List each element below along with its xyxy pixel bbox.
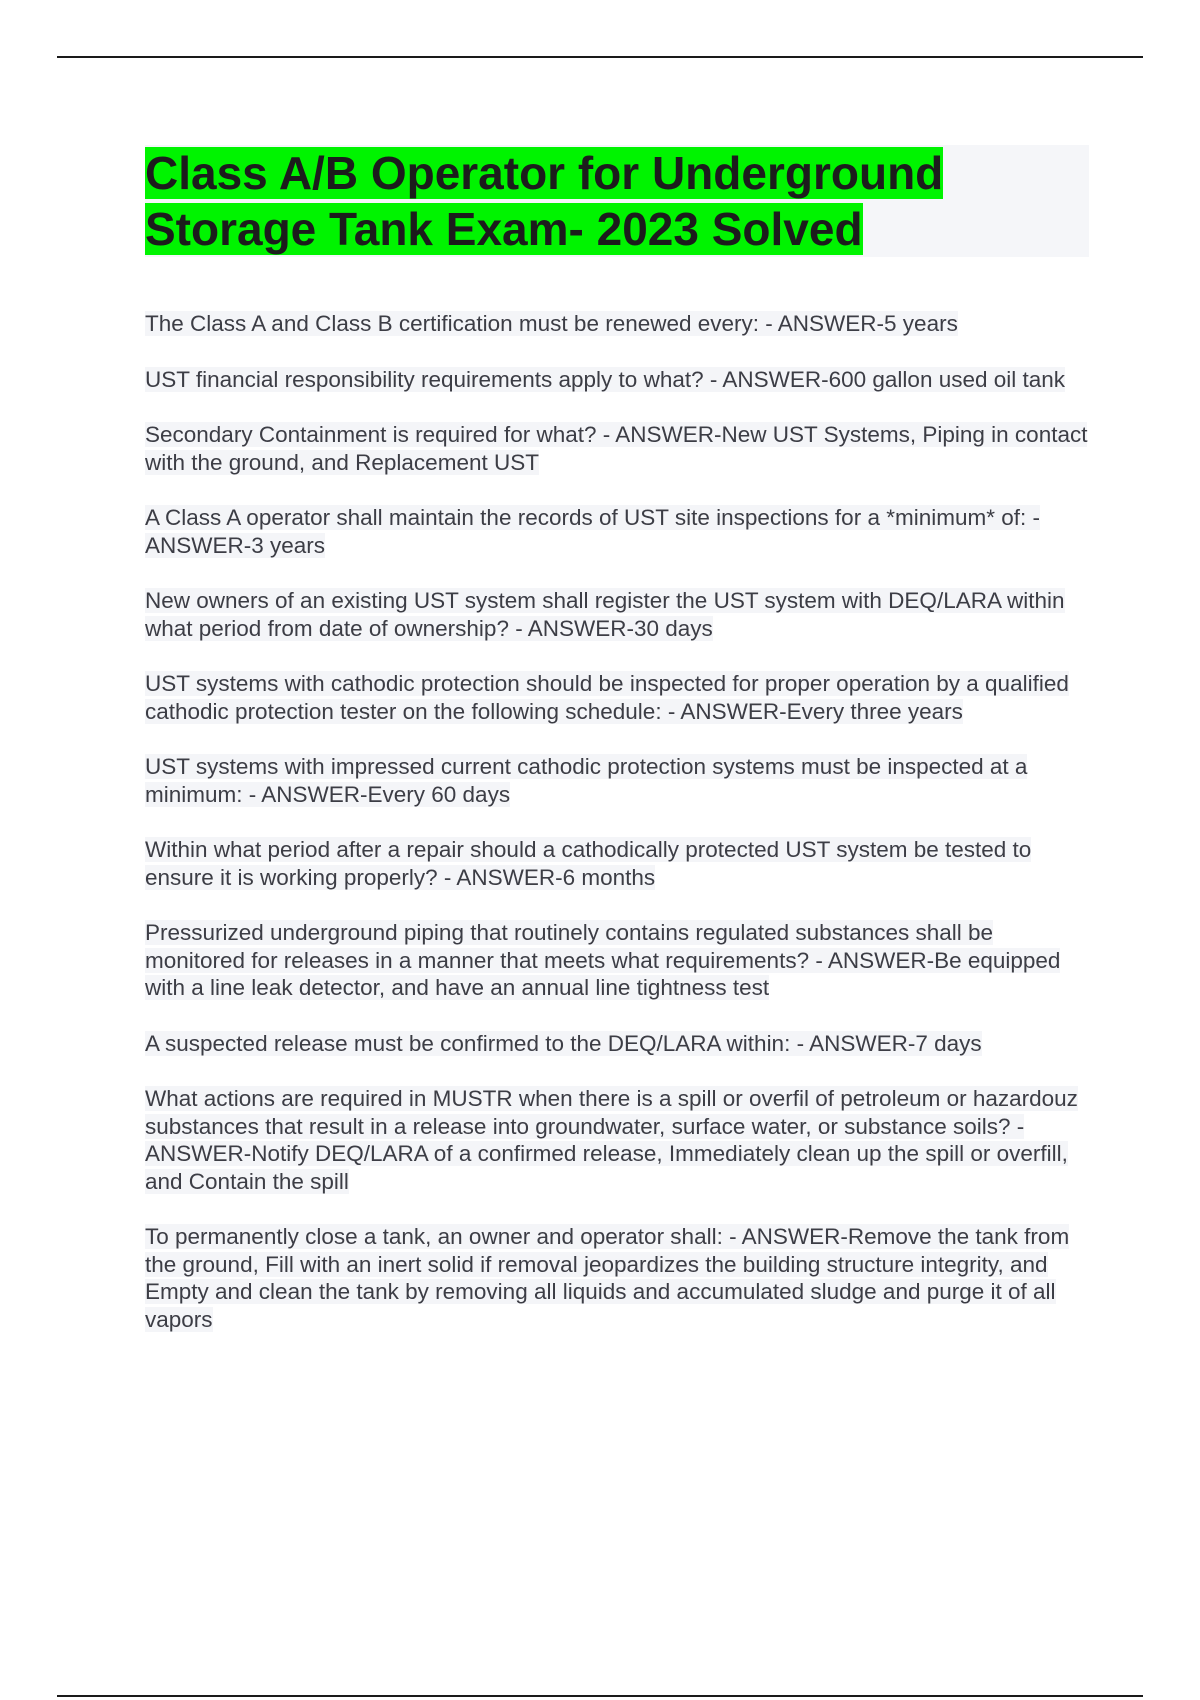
qa-text: A Class A operator shall maintain the records of UST site inspections for a *minimum* of: - ANSWER-3 years <box>145 505 1040 558</box>
qa-item <box>145 310 1095 338</box>
qa-item <box>145 1085 1095 1195</box>
qa-text: Secondary Containment is required for what? - ANSWER-New UST Systems, Piping in contact with the ground, and Replacement UST <box>145 422 1088 475</box>
bottom-rule <box>57 1695 1143 1697</box>
qa-item <box>145 587 1095 642</box>
qa-item <box>145 670 1095 725</box>
top-rule <box>57 56 1143 58</box>
qa-item <box>145 1030 1095 1058</box>
qa-item <box>145 836 1095 891</box>
qa-text: UST systems with impressed current cathodic protection systems must be inspected at a minimum: - ANSWER-Every 60 days <box>145 754 1028 807</box>
document-title <box>145 145 1089 257</box>
title-block <box>145 145 1089 257</box>
qa-item <box>145 753 1095 808</box>
qa-item <box>145 421 1095 476</box>
qa-text: New owners of an existing UST system shall register the UST system with DEQ/LARA within what period from date of ownership? - ANSWER-30 days <box>145 588 1065 641</box>
qa-item <box>145 366 1095 394</box>
qa-text: What actions are required in MUSTR when there is a spill or overfil of petroleum or hazardouz substances that result in a release into groundwater, surface water, or substance soils? - ANSWER-Notify DEQ/LARA of a confirmed release, Immediately clean up the spill or overfill, and Contain the spill <box>145 1086 1078 1194</box>
qa-text: UST financial responsibility requirements apply to what? - ANSWER-600 gallon used oil tank <box>145 366 1066 392</box>
qa-text: A suspected release must be confirmed to the DEQ/LARA within: - ANSWER-7 days <box>145 1030 982 1056</box>
qa-text: To permanently close a tank, an owner and operator shall: - ANSWER-Remove the tank from the ground, Fill with an inert solid if removal jeopardizes the building structure integrity, and Empty and clean the tank by removing all liquids and accumulated sludge and purge it of all vapors <box>145 1224 1070 1332</box>
title-line-2: Storage Tank Exam- 2023 Solved <box>145 203 863 255</box>
qa-text: Within what period after a repair should a cathodically protected UST system be tested to ensure it is working properly? - ANSWER-6 months <box>145 837 1032 890</box>
qa-item <box>145 1223 1095 1333</box>
qa-text: The Class A and Class B certification must be renewed every: - ANSWER-5 years <box>145 311 958 336</box>
qa-list <box>145 310 1095 1361</box>
qa-text: UST systems with cathodic protection should be inspected for proper operation by a qualified cathodic protection tester on the following schedule: - ANSWER-Every three years <box>145 671 1069 724</box>
qa-item <box>145 919 1095 1002</box>
qa-item <box>145 504 1095 559</box>
title-line-1: Class A/B Operator for Underground <box>145 147 944 199</box>
qa-text: Pressurized underground piping that routinely contains regulated substances shall be monitored for releases in a manner that meets what requirements? - ANSWER-Be equipped with a line leak detector, and have an annual line tightness test <box>145 920 1061 1000</box>
